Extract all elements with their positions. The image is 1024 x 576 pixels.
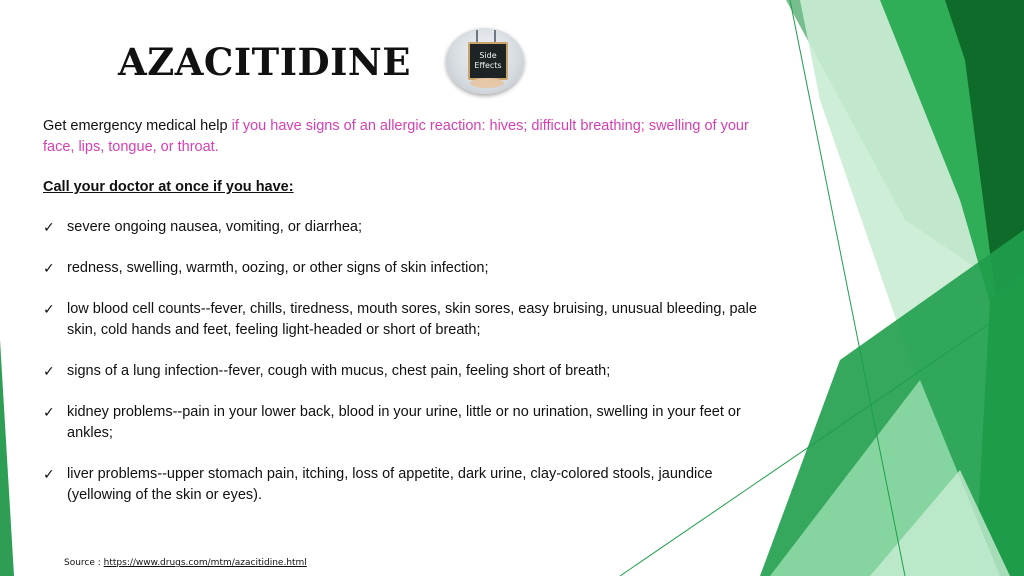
badge-line-2: Effects [474,61,502,70]
list-item [43,402,778,444]
call-doctor-heading: Call your doctor at once if you have: [43,179,294,195]
intro-lead: Get emergency medical help [43,118,232,134]
source-link[interactable]: https://www.drugs.com/mtm/azacitidine.html [103,558,307,568]
list-item-text: severe ongoing nausea, vomiting, or diarrhea; [67,219,363,235]
check-icon: ✓ [43,466,55,482]
symptom-list [43,217,778,506]
deco-shape-left-edge [0,340,14,576]
content-body [43,116,778,526]
intro-highlight: if you have signs of an allergic reaction: hives; difficult breathing; swelling of your face, lips, tongue, or throat. [43,118,749,155]
list-item-text: low blood cell counts--fever, chills, tiredness, mouth sores, skin sores, easy bruising, unusual bleeding, pale skin, cold hands and feet, feeling light-headed or short of breath; [67,301,757,338]
check-icon: ✓ [43,260,55,276]
hand-icon [470,78,504,88]
list-item-text: redness, swelling, warmth, oozing, or other signs of skin infection; [67,260,489,276]
badge-line-1: Side [479,51,497,60]
source-label: Source : [64,558,104,568]
list-item [43,217,778,238]
chalkboard-icon [468,42,508,80]
side-effects-badge-icon [446,28,524,94]
list-item-text: liver problems--upper stomach pain, itching, loss of appetite, dark urine, clay-colored stools, jaundice (yellowing of the skin or eyes). [67,466,713,503]
list-item-text: signs of a lung infection--fever, cough with mucus, chest pain, feeling short of breath; [67,363,611,379]
list-item-text: kidney problems--pain in your lower back, blood in your urine, little or no urination, swelling in your feet or ankles; [67,404,741,441]
list-item [43,299,778,341]
source-citation [64,558,307,568]
check-icon: ✓ [43,301,55,317]
page-title: AZACITIDINE [118,40,411,84]
check-icon: ✓ [43,404,55,420]
list-item [43,361,778,382]
intro-paragraph [43,116,778,158]
check-icon: ✓ [43,363,55,379]
list-item [43,464,778,506]
check-icon: ✓ [43,219,55,235]
list-item [43,258,778,279]
